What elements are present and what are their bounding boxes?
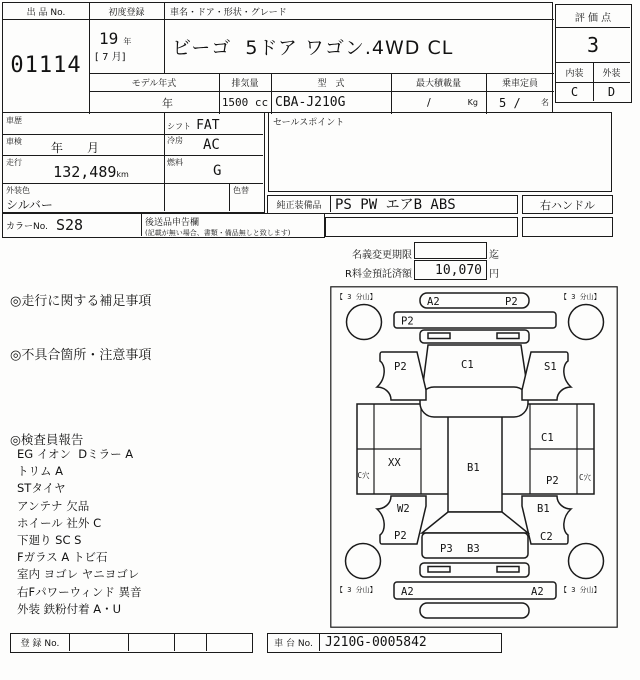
chassis-no-table [267, 633, 502, 653]
model-code-label: 型 式 [317, 78, 345, 89]
fuel-value: G [213, 163, 222, 179]
model-code-value: CBA-J210G [275, 95, 346, 110]
capacity-number: 5 / [499, 95, 521, 110]
inspection-value: 年 月 [51, 141, 100, 155]
auction-no-value: 01114 [10, 53, 82, 78]
color-no-row [2, 213, 325, 238]
mark-front-bumper-right: P2 [505, 296, 518, 308]
score-value: 3 [586, 32, 600, 57]
grade-box [555, 4, 632, 103]
interior-grade: C [570, 84, 579, 99]
mark-rear-bumper-left: A2 [401, 586, 414, 598]
inspector-report-item: 室内 ヨゴレ ヤニヨゴレ [17, 567, 140, 582]
shift-label: シフト [167, 122, 191, 131]
vehicle-name-label: 車名・ドア・形状・グレード [170, 7, 287, 18]
color-no-value: S28 [55, 216, 84, 234]
grid-line [206, 634, 207, 651]
inspector-report-item: Fガラス A トビ石 [17, 550, 108, 565]
score-label: 評 価 点 [574, 12, 612, 24]
shift-cell [167, 114, 220, 133]
recycle-fee-label: R料金預託済額 [345, 269, 412, 280]
first-reg-year: 19 [99, 29, 119, 48]
aircon-label: 冷房 [167, 136, 183, 145]
capacity-unit: 名 [541, 98, 549, 107]
mark-rear-bumper-right: A2 [531, 586, 544, 598]
fuel-label: 燃料 [167, 158, 183, 167]
vehicle-name-value: ビーゴ 5ドア ワゴン.4WD CL [172, 36, 454, 59]
car-damage-diagram [330, 286, 618, 628]
chassis-no-value: J210G-0005842 [325, 635, 427, 650]
inspection-label: 車検 [6, 137, 22, 146]
under-bar-shape [420, 603, 529, 618]
capacity-label: 乗車定員 [501, 78, 538, 89]
front-fender-right-shape [522, 352, 571, 400]
mileage-unit: km [116, 170, 129, 179]
mark-hood: P2 [401, 315, 414, 328]
empty-cell [325, 217, 518, 237]
first-reg-year-unit: 年 [123, 37, 132, 46]
mark-rear-gate-left: P3 [440, 543, 453, 555]
history-label: 車歴 [6, 116, 22, 125]
aircon-value: AC [203, 137, 220, 153]
max-load-unit: Kg [467, 98, 478, 107]
sales-point-box [268, 112, 612, 192]
later-items-label: 後送品申告欄 [145, 218, 200, 228]
condition-table [2, 112, 265, 213]
name-change-field [414, 242, 487, 259]
front-fender-left-shape [377, 352, 426, 400]
defect-notes-heading: ◎不具合箇所・注意事項 [10, 348, 152, 363]
steering-position: 右ハンドル [522, 195, 613, 214]
tread-front-left: 【 3 分山】 [336, 293, 377, 301]
displacement-label: 排気量 [231, 78, 259, 89]
tail-lamp-right-shape [497, 567, 519, 573]
tread-front-right: 【 3 分山】 [560, 293, 601, 301]
inspector-report-item: ホイール 社外 C [17, 515, 102, 530]
inspector-report-list [17, 446, 142, 618]
wheel-front-right [569, 305, 604, 340]
color-change-label: 色替 [233, 186, 249, 195]
mark-front-fender-left: P2 [394, 361, 407, 373]
shift-value: FAT [196, 118, 220, 133]
color-no-cell [6, 214, 83, 236]
wheel-rear-right [569, 544, 604, 579]
wiper-right-shape [497, 333, 519, 339]
displacement-value: 1500 cc [221, 96, 269, 109]
wheel-front-left [347, 305, 382, 340]
spec-table [2, 2, 553, 113]
mark-windshield: C1 [461, 359, 474, 371]
mark-rear-gate-right: B3 [467, 543, 480, 555]
sales-point-label: セールスポイント [273, 118, 345, 128]
recycle-fee-value: 10,070 [414, 260, 487, 280]
mark-left-door: XX [388, 457, 401, 469]
interior-label: 内装 [565, 68, 584, 79]
mark-right-door-upper: C1 [541, 432, 554, 444]
first-registration-value [89, 19, 164, 73]
exterior-color-value: シルバー [6, 198, 53, 212]
mark-left-sill: C穴 [357, 471, 370, 480]
running-notes-heading: ◎走行に関する補足事項 [10, 294, 152, 309]
max-load-value [391, 91, 486, 114]
inspector-report-item: STタイヤ [17, 481, 66, 496]
name-change-suffix: 迄 [489, 250, 499, 261]
mark-rear-fender-left-lower: P2 [394, 530, 407, 542]
first-reg-month: [ 7 月] [95, 52, 126, 63]
mark-rear-fender-right-upper: B1 [537, 503, 550, 515]
chassis-no-label: 車 台 No. [274, 639, 313, 649]
name-change-label: 名義変更期限 [352, 250, 412, 261]
mark-right-door-lower: P2 [546, 475, 559, 487]
capacity-value [486, 91, 554, 114]
later-items-note: (記載が無い場合、書類・備品無しと致します) [145, 229, 291, 237]
grid-line [3, 134, 263, 135]
max-load-slash: / [427, 96, 431, 109]
model-year-label: モデル年式 [131, 78, 177, 89]
grid-line [164, 113, 165, 211]
roof-column-shape [448, 408, 502, 512]
recycle-fee-unit: 円 [489, 269, 499, 280]
grid-line [3, 183, 263, 184]
mark-right-sill: C穴 [579, 473, 592, 482]
roof-front-shape [420, 387, 528, 417]
exterior-label: 外装 [602, 68, 621, 79]
grid-line [128, 634, 129, 651]
mark-rear-fender-right-lower: C2 [540, 531, 553, 543]
inspector-report-heading: ◎検査員報告 [10, 432, 84, 447]
inspector-report-item: 外装 鉄粉付着 A・U [17, 601, 122, 616]
mileage-number: 132,489 [53, 163, 117, 181]
inspector-report-item: EG イオン Dミラー A [17, 447, 134, 461]
empty-cell [522, 217, 613, 237]
inspector-report-item: 下廻り SC S [17, 532, 82, 547]
equipment-label: 純正装備品 [276, 200, 322, 211]
inspector-report-item: 右Fパワーウィンド 異音 [17, 584, 142, 599]
tail-lamp-left-shape [428, 567, 450, 573]
wiper-left-shape [428, 333, 450, 339]
windshield-shape [422, 345, 528, 392]
grid-line [69, 634, 70, 651]
mileage-value [31, 162, 151, 181]
inspector-report-item: アンテナ 欠品 [17, 498, 90, 513]
grid-line [229, 183, 230, 211]
mileage-label: 走行 [6, 158, 22, 167]
mark-rear-fender-left-upper: W2 [397, 503, 410, 515]
auction-no-label: 出 品 No. [26, 7, 66, 18]
hood-shape [394, 312, 556, 328]
exterior-color-label: 外装色 [6, 186, 30, 195]
tread-rear-right: 【 3 分山】 [560, 586, 601, 594]
later-items-cell [145, 215, 290, 238]
grid-line [141, 214, 142, 236]
color-no-label: カラーNo. [6, 221, 48, 232]
equipment-value: PS PW エアB ABS [335, 197, 456, 213]
first-registration-label: 初度登録 [108, 7, 145, 18]
mark-front-fender-right: S1 [544, 361, 557, 373]
model-year-value: 年 [162, 96, 173, 110]
exterior-grade: D [607, 84, 616, 99]
tread-rear-left: 【 3 分山】 [336, 586, 377, 594]
registration-no-label: 登 録 No. [20, 639, 60, 649]
rear-window-shape [422, 512, 528, 533]
equipment-row [267, 195, 518, 214]
grid-line [3, 155, 263, 156]
wheel-rear-left [346, 544, 381, 579]
mark-roof: B1 [467, 462, 480, 474]
mark-front-bumper-left: A2 [427, 296, 440, 308]
grid-line [174, 634, 175, 651]
inspector-report-item: トリム A [17, 464, 64, 479]
registration-no-table [10, 633, 253, 653]
max-load-label: 最大積載量 [415, 78, 461, 89]
